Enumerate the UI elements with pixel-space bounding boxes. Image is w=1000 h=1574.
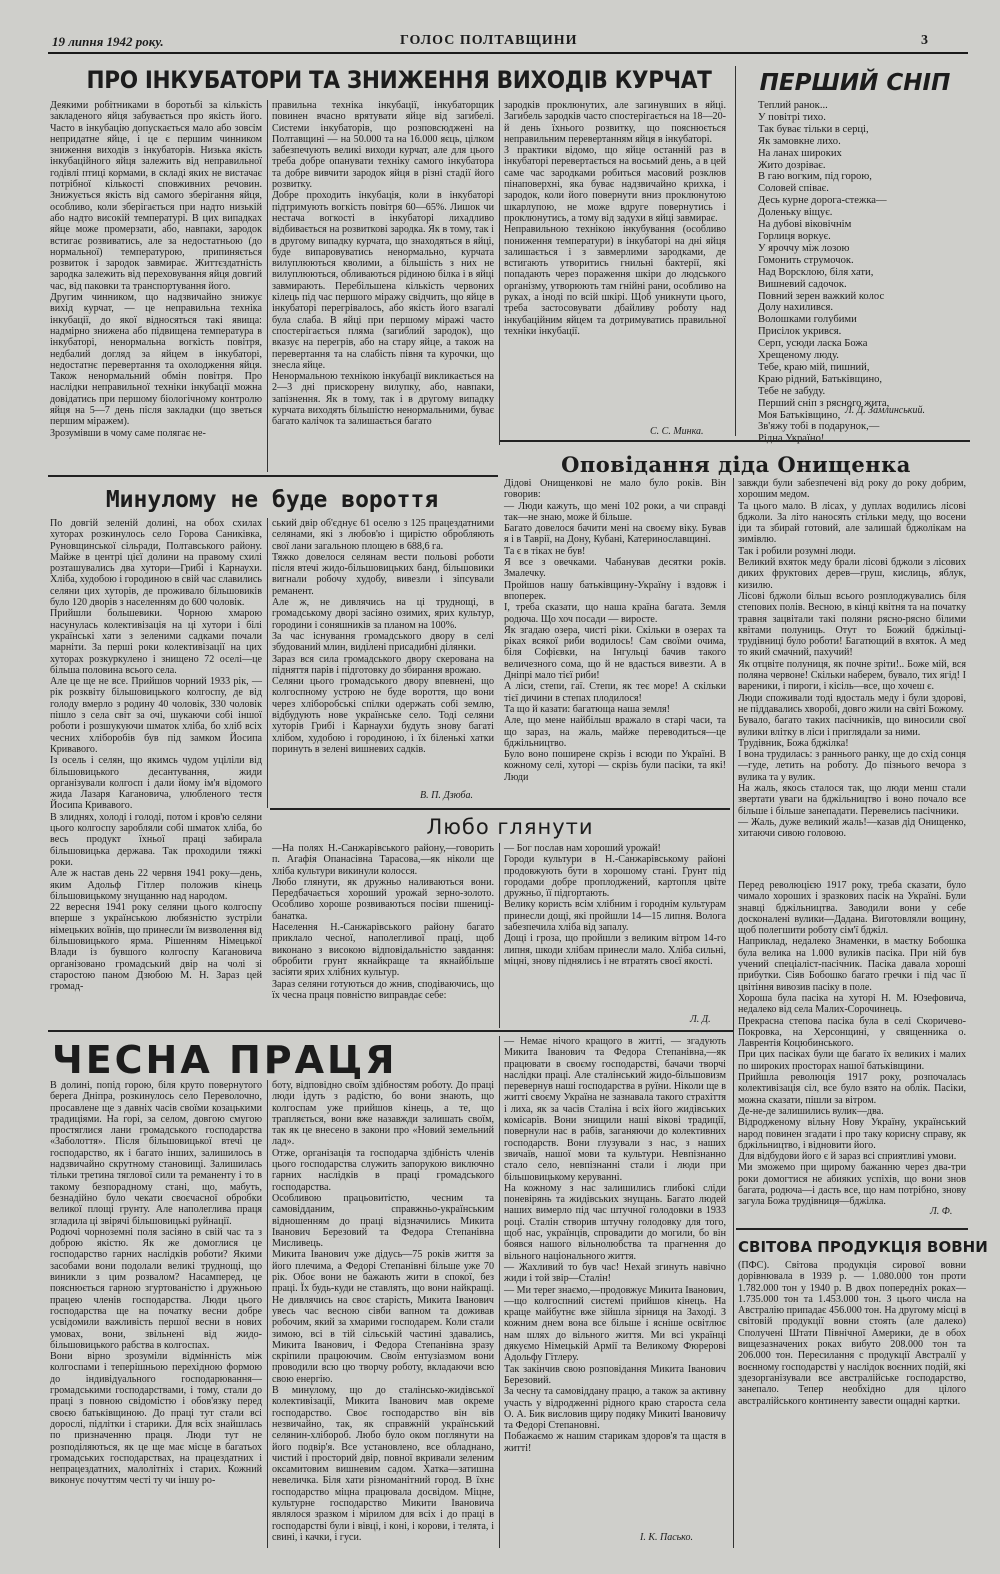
incubator-col-1: Деякими робітниками в боротьбі за кількість закладеного яйця забувається про якість його. Часто в інкубацію допускається мало або зовсім непридатне яйце, і це є першим чинником зниження виходів з інкубаторів. Низька якість інкубаційного яйця залежить від неправильної годівлі птиці кормами, в складі яких не вистачає потрібної кількості сповживних речовин. Знижується якість від самого зберігання яйця, особливо, коли зберігається при надто низькій або надто високій температурі. В цих випадках яйце може промерзати, або, навпаки, зародок встигає розвиватись, але за недостатньою (до нормальної) температурою, припиняється розвиток і зародок завмирає. Життєздатність зародка залежить від переховування яйця довгий час, від паковки та транспортування його. Другим чинником, що надзвичайно знижує вихід курчат, — це неправильна техніка інкубації, до якої відносяться такі явища: надмірно знижена або підвищена температура в інкубаторі, ненормальна вогкість повітря, недбалий догляд за яйцем в інкубаторі, недостатнє перевертання та охолодження яйця. Також ненормальний обмін повітря. Про наслідки неправильної техніки інкубації можна довідатись при першому біологічному контролю яйця на 5—7 день після закладки (що зветься першим міражем). Зрозумівши в чому саме полягає не-	[50, 100, 262, 439]
section-rule	[48, 1030, 733, 1032]
section-rule	[48, 475, 498, 477]
incubator-author: С. С. Минка.	[650, 426, 704, 437]
story-col-1: Дідові Онищенкові не мало було років. Він говорив: — Люди кажуть, що мені 102 роки, а чи справді так—не знаю, може й більше. Багато довелося бачити мені на своєму віку. Бував я і в Таврії, на Дону, Кубані, Катеринославщині. Та є в тіках не був! Я все з овечками. Чабанував десятки років. Змалечку. Пройшов нашу батьківщину-Україну і вздовж і впоперек. І, треба сказати, що наша країна багата. Земля родюча. Що хоч посади — виросте. Як згадаю озера, чисті ріки. Скільки в озерах та ріках всякої риби водилось! Сам своїми очима, біля Софієвки, на Інгульці бачив такого величезного сома, що й не вдасться вивезти. А в Дніпрі мало тієї риби! А ліси, степи, гаї. Степи, як теє море! А скільки тієї дичини в степах плодилося! Та що й казати: багатюща наша земля! Але, що мене найбільш вражало в старі часи, та що зараз, на жаль, майже переводиться—це бджільництво. Було воно поширене скрізь і всюди по Україні. В кожному селі, хуторі — скрізь були пасіки, та які! Люди	[504, 478, 726, 783]
incubator-title: ПРО ІНКУБАТОРИ ТА ЗНИЖЕННЯ ВИХОДІВ КУРЧАТ	[86, 66, 712, 94]
issue-date: 19 липня 1942 року.	[52, 34, 164, 49]
col-divider	[267, 518, 268, 808]
incubator-col-3: зародків проклюнутих, але загинувших в яйці. Загибель зародків часто спостерігається на 18—20-й день їхнього розвитку, що пояснюється неправильним перевертанням яйця в інкубаторі. З практики відомо, що яйце останній раз в інкубаторі перевертається на восьмий день, а в цей саме час зародками робиться масовий розклюв пінаповерхні, яка буває надзвичайно крихка, і зародок, коли його повернути вниз проклюнутою шкарлупою, не може вдруге повернутись і проклюнутись, а тому від задухи в яйці завмирає. Неправильною технікою інкубування (особливо пониження температури) в інкубаторі на дні яйця залишається і з завмерлими зародками, де встигають утворитись гнильні бактерії, які попадають через пораження шкіри до людського організму, утворюють там гнійні рани, особливо на руках, а іноді по всій шкірі. Щоб уникнути цього, треба застосовувати дбайливу роботу над інкубаційним яйцем та дотримуватись правильної техніки інкубації.	[504, 100, 726, 337]
past-col-2: ський двір об'єднує 61 оселю з 125 працездатними селянами, які з любов'ю і щирістю обробляють свої лани загальною площею в 688,6 га. Тяжко довелося селянам вести польові роботи після втечі жидо-більшовицьких банд, більшовики вигнали робочу худобу, вивезли і зіпсували реманент. Але ж, не дивлячись на ці труднощі, в громадському дворі засіяно озимих, ярих культур, городини і соняшників за планом на 100%. За час існування громадського двору в селі збудований млин, виділені присадибні ділянки. Зараз вся сила громадського двору скерована на підняття парів і підготовку до збирання врожаю. Селяни цього громадського двору впевнені, що колгоспному устрою не буде вороття, що вони через хліборобські спілки одержать собі землю, відбудують нове українське село. Тоді селяни хуторів Грибі і Карнаухи будуть знову багаті хлібом, худобою і городиною, і їх біленькі хатки поринуть в зелені вишневих садків.	[272, 518, 494, 755]
poem-author: Л. Д. Замлинський.	[845, 405, 925, 416]
labor-col-2: боту, відповідно своїм здібностям роботу. До праці люди ідуть з радістю, бо вони знають, що колгоспам уже прийшов кінець, а те, що трапляється, вони вже назавжди залишать своїм, так як це внесено в закони про «Новий земельний лад». Отже, організація та господарча здібність членів цього господарства служить запорукою виключно гарних наслідків в праці громадського господарства. Особливою працьовитістю, чесним та самовідданим, справжньо-українським відношенням до праці відзначились Микита Іванович Березовий та Федора Степанівна Мисливець. Микита Іванович уже дідусь—75 років життя за його плечима, а Федорі Степанівні більше уже 70 рік. Обоє вони не бажають жити в спокої, без праці. Їх будь-куди не ставлять, що вони найкращі. Не дивлячись на своє старість, Микита Іванович увесь час весною сівби вапном та доживав робочим, який за хмарими господарем. Коли стали зимою, всі в тій сільській частині здавались, Микита Іванович, і Федора Степанівна зразу скріпили працюючим. Своїм ентузіазмом вони проводили всю цю творчу роботу, вкладаючи всю свою енергію. В минулому, що до сталінсько-жидівської колективізації, Микита Іванович мав окреме господарство. Своє господарство він вів незвичайно, так, як справжній український селянин-хлібороб. Любо було оком поглянути на його подвір'я. Все установлено, все обладнано, чистий і просторий двір, повної вкривали зеленим оксамитовим вишневим садом. Хатка—затишна невеличка. Біля хати різноманітний город. В їхнє господарство міцна працювала досвідом. Міцне, культурне господарство Микити Івановича являлося зразком і мірилом для всіх і до праці в господарстві були і вівці, і коні, і корови, і телята, і свині, і качки, і гуси.	[272, 1080, 494, 1543]
story-author: Л. Ф.	[930, 1206, 953, 1217]
newspaper-name: ГОЛОС ПОЛТАВЩИНИ	[400, 33, 578, 48]
labor-col-3: — Немає нічого кращого в житті, — згадують Микита Іванович та Федора Степанівна,—як працювати в своєму господарстві, бачачи творчі наслідки праці. Але сталінський жидо-більшовизм перевернув наші господарства в руїни. Ніколи ще в житті своєму Україна не зазнавала такого страхіття і лиха, як за часів Сталіна і всіх його жидівських комісарів. Вони знищили наші вікові традиції, повернули нас в рабів, заганяючи до колективних господарств. Вони глузували з нас, з наших звичаїв, нашої мови та культури. Невпізнанно стало село, невпізнанні стали і люди при більшовицькому керуванні. На кожному з нас залишились глибокі сліди поневірянь та жидівських знущань. Багато людей наших вимерло під час штучної голодовки в 1933 році. Сталін створив штучну голодовку для того, щоб нас, українців, спровадити до могили, бо він боявся нашого вільнолюбства та прагнення до вільного національного життя. — Жахливий то був час! Нехай згинуть навічно жиди і той звір—Сталін! — Ми теper знаємо,—продовжує Микита Іванович,—що колгоспний системі прийшов кінець. На краще майбутнє вже зійшла зірниця на Заході. З кожним днем вона все більше і ясніше освітлює нам шлях до вільного життя. Ми всі українці дякуємо Німецькій Армії та Великому Фюрерові Адольфу Гітлеру. Так закінчив свою розповідання Микита Іванович Березовий. За чесну та самовіддану працю, а також за активну участь у відродженні рідного краю староста села О. А. Бик висловив щиру подяку Микиті Івановичу та Федорі Степановні. Побажаємо ж нашим старикам здоров'я та щастя в житті!	[504, 1036, 726, 1454]
story-col-2: завжди були забезпечені від року до року добрим, хорошим медом. Та цього мало. В лісах, у дуплах водились лісові бджоли. За літо наносять стільки меду, що восени іди та збирай готовий, але залишай бджолікам на зимівлю. Так і робили розумні люди. Великий вхяток меду брали лісові бджоли з лісових диких фруктових дерев—груш, кислиць, яблук, кизилю. Лісові бджоли більш всього розплоджувались біля степових полів. Весною, в кінці квітня та на початку травня зацвітали такі поляни рясно-рясно білими квітами полуниць. Отут то Божий бджільці-трудівниці було роботи! Багатющий в вхяток. А мед то який смачний, пахучий! Як отцвіте полуниця, як почне зріти!.. Боже мій, вся поляна червоне! Скільки наберем, бувало, тих ягід! І вареники, і пироги, і кісіль—все, що хочеш є. Люди споживали тоді вдосталь меду і були здорові, не піддавались хворобі, довго жили на світі Божому. Бувало, багато таких пасічників, що виносили свої вулики влітку в ліси і приглядали за ними. Трудівник, Божа бджілка! І вона трудилась: з раннього ранку, ще до схід сонця—гуде, летить на роботу. До пізнього вечора з вулика та у вулик. На жаль, якось сталося так, що люди менш стали звертати уваги на бджільництво і воно почало все більше і більше занепадати. Перевелись пасічники. — Жаль, дуже великий жаль!—казав дід Онищенко, хитаючи сивою головою.	[738, 478, 966, 840]
header-rule	[48, 52, 968, 54]
nice-col-1: —На полях Н.-Санжарівського району,—говорить п. Агафія Опанасівна Тарасова,—як ніколи ще хліба культури викинули колосся. Любо глянути, як дружньо наливаються вони. Передбачається хороший урожай зерно-золото. Особливо хороше розвиваються посіви пшениці-банатка. Населення Н.-Санжарівського району багато приклало чесної, наполегливої праці, щоб виконано з високою відповідальністю завдання: обробити грунт якнайкраще та якнайбільше засіяти ярих хлібних культур. Зараз селяни готуються до жнив, сподіваючись, що їх чесна праця повністю виправдає себе:	[272, 843, 494, 1001]
col-divider	[267, 100, 268, 472]
wool-text: (ПФС). Світова продукція сирової вовни дорівнювала в 1939 р. — 1.080.000 тон проти 1.782.000 тон у 1940 р. В двох попередніх роках—1.735.000 тон та 1.453.000 тон. З цього числа на Австралію припадає 456.000 тон. На другому місці в світовій продукції вовни стоять (але далеко) Сполучені Штати Північної Америки, де в обох вищезазначених роках вибуто 208.000 тон та 206.000 тон. Пересилання с продукції Австралії у воєнному господарстві у наслідок воєнних подій, які здезорганізували все австралійське господарство, занепало. Тепер необхідно для цілого австралійського континенту завести ощадні картки.	[738, 1260, 966, 1407]
past-author: В. П. Дзюба.	[420, 790, 474, 801]
page-number: 3	[921, 33, 928, 48]
poem-title: ПЕРШИЙ СНІП	[759, 70, 951, 96]
story-title: Оповідання діда Онищенка	[561, 452, 911, 477]
past-col-1: По довгій зеленій долині, на обох схилах хуторах розкинулось село Горова Саниківка, Руновщинської сільради, Полтавського району. Майже в центрі цієї долини на правому схилі розташувались два хутори—Грибі і Карнаухи. Хліба, худобою і городиною в свій час славились селяни цих хуторів, де проживало більшовиків було 120 дворів з населенням до 600 чоловік. Прийшли большевики. Чорною хмарою насунулась колективізація на ці хутори і білі українські хати з зеленими садками почали марніти. За перші роки колективізації на цих хуторах розкуркулено і знищено 72 оселі—це більша половина всього села. Але це ще не все. Прийшов чорний 1933 рік, — рік розквіту більшовицького колгоспу, де від голоду вмерло з родину 40 чоловік, 330 чоловік пішло з села світ за очі, шукаючи собі іншої роботи і розшукуючи шматок хліба, бо хліб всіх чесних хліборобів був під замком Йосипа Кривавого. Із осель і селян, що якимсь чудом уціліли від більшовицького десантування, жиди організували колгосп і дали йому ім'я відомого жида Лазаря Кагановича, улюбленого тестя Йосипа Кривавого. В злиднях, холоді і голоді, потом і кров'ю селяни цього колгоспу заробляли собі шматок хліба, бо весь продукт їхньої праці забирала більшовицька держава. Так проходили тяжкі роки. Але ж настав день 22 червня 1941 року—день, яким Адольф Гітлер положив кінець більшовицькому знущанню над народом. 22 вересня 1941 року селяни цього колгоспу вперше з українською любязністю зустріли німецьких воїнів, що принесли їм визволення від більшовицького ярма. Рішенням Німецької Влади із бувшого колгоспу Кагановича організовано громадський двір на чолі зі старостою паном Дзюбою М. Н. Зараз цей громад-	[50, 518, 262, 993]
col-divider	[735, 66, 736, 436]
col-divider	[267, 1080, 268, 1548]
section-rule	[270, 808, 730, 810]
col-divider	[733, 478, 734, 1548]
col-divider	[499, 843, 500, 1028]
incubator-col-2: правильна техніка інкубації, інкубаторщик повинен вчасно врятувати яйце від загибелі. Системи інкубаторів, що розповсюджені на Полтавщині — на 50.000 та на 16.000 яєць, цілком забезпечують великі виходи курчат, але для цього треба добре опанувати техніку самого інкубатора та добре вивчити зародок яйця в різні стадії його розвитку. Добре проходить інкубація, коли в інкубаторі підтримують вогкість повітря 60—65%. Лишок чи нестача вогкості в інкубаторі лихадливо відбивається на розвиткові зародка. Як в тому, так і в другому випадку курчата, що знаходяться в яйці, буде випаровуватись ненормально, курчата вилуплюються кволими, а більшість з них не вилуплюються, обливаються рідиною білка і в яйці завмирають. Перебільшена кількість червоних кілець під час першого міражу свідчить, що яйце в інкубаторі перегрівалось, або якість його взагалі була слаба. В яйці при першому міражі часто спостерігається пляма (загиблий зародок), що вказує на перегрів, або на стару яйце, а також на перевертання та на слабість півня та курочки, що знесла яйце. Ненормальною технікою інкубації викликається на 2—3 дні прискорену вилупку, або, навпаки, запізнення. Як в тому, так і в другому випадку курчата виходять більшістю ненормальними, буває багато калічок та залишається багато	[272, 100, 494, 428]
nice-author: Л. Д.	[690, 1014, 711, 1025]
col-divider	[499, 100, 500, 445]
nice-title: Любо глянути	[426, 815, 594, 839]
labor-col-1: В долині, попід горою, біля круто повернутого берега Дніпра, розкинулось село Переволочно, просавлене ще з давніх часів своїми козацькими традиціями. На горі, за селом, довгою смугою простяглися лани громадського господарства «Заболоття». Після більшовицької втечі це господарство, як і багато інших, залишилось в надзвичайно скрутному становищі. Залишилась тільки третина тяглової сили та реманенту і то в такому безпорадному стані, що, мабуть, безнадійно було чекати своєчасної обробки великої площі грунту. Але наполеглива праця згладила ці звірячі більшовицькі руйнації. Родючі чорноземні поля засіяно в свій час та з доброю якістю. Як же домоглися це господарство гарних наслідків роботи? Якими засобами вони подолали великі труднощі, що виникли з цим розвалом? Насамперед, це пояснюється гарною згуртованістю і дружньою працею членів господарства. Люди цього господарства ще на початку весни добре усвідомили важливість першої весни в нових умовах, вони, звільнені від жидо-більшовицького рабства в колгоспах. Вони вірно зрозуміли відмінність між колгоспами і теперішньою перехідною формою до індивідуального господарювання—громадськими господарствами, і тому, стали до праці з повною свідомістю і обов'язку перед своєю батьківщиною. До праці тут стали всі дорослі, підлітки і старики. Для всіх знайшлась по призначенню праця. Люди тут не розподіляються, як це ще має місце в багатьох громадських господарствах, на працездатних і непрацездатних, малолітніх і старих. Кожний виконує почуттям честі ту чи іншу ро-	[50, 1080, 262, 1487]
poem-text: Теплий ранок... У повітрі тихо. Так буває тільки в серці, Як замовкне лихо. На ланах широких Жито дозріває. В гаю вогким, під горою, Соловей співає. Десь курне дорога-стежка— Доленьку віщує. На дубові віковічнім Горлиця воркує. У яроччу між лозою Гомонить струмочок. Над Ворсклою, біля хати, Вишневий садочок. Повний зерен важкий колос Долу нахилився. Волошками голубими Присілок укрився. Серп, усюди ласка Божа Хрещеному люду. Тебе, краю мій, пишний, Краю рідний, Батьківщино, Тебе не забуду. Перший сніп з рясного жита, Моя Батьківщино, Зв'яжу тобі в подарунок,— Рідна Україно!	[758, 100, 890, 445]
col-divider	[499, 1036, 500, 1548]
wool-title: СВІТОВА ПРОДУКЦІЯ ВОВНИ	[738, 1238, 988, 1256]
section-rule	[500, 440, 970, 442]
section-rule	[736, 1228, 968, 1230]
labor-author: І. К. Пасько.	[640, 1532, 693, 1543]
past-title: Минулому не буде вороття	[105, 487, 439, 513]
story-col-2b: Перед революцією 1917 року, треба сказати, було чимало хороших і зразкових пасік на Україні. Були знавці бджільництва. Заводили вони у себе досконалені вулики—Дадана. Виготовляли вощину, щоб полегшити роботу сім'ї бджіл. Наприклад, недалеко Знаменки, в маєтку Бобошка була велика на 1.000 вуликів пасіка. При ній був учений спеціаліст-пасічник. Пасіка давала хороші прибутки. Сіяв Бобошко багато гречки і під час її цвітіння вивозив пасіку в поле. Хороша була пасіка на хуторі Н. М. Юзефовича, недалеко від села Малих-Сорочинець. Прекрасна степова пасіка була в селі Скоричево-Покровка, на Херсонщині, у священника о. Лаврентія Коцюбинського. При цих пасіках були ще багато їх великих і малих по широких просторах нашої батьківщини. Прийшла революція 1917 року, розпочалась колективізація сіл, все було взято на облік. Пасіки, можна сказати, пішли за вітром. Де-не-де залишились вулик—два. Відродженому вільну Нову Україну, український народ повинен згадати і про таку корисну справу, як бджільництво, і відновити його. Для відбудови його є й зараз всі сприятливі умови. Ми зможемо при щирому бажанню через два-три роки домогтися не абияких успіхів, що вони знов багата, родюча—і дасть все, що нам потрібно, знову загула Божа трудівниця—бджілка.	[738, 880, 966, 1208]
nice-col-2: — Бог послав нам хороший урожай! Городи культури в Н.-Санжарівському районі продовжують бути в хорошому стані. Грунт під городами добре проплоджений, картопля цвіте дружньо, її підгортають. Велику користь всім хлібним і городнім культурам принесли дощі, які пройшли 14—15 липня. Волога забезпечила хліба від запалу. Дощі і гроза, що пройшли з великим вітром 14-го липня, шкоди хлібам принесли мало. Хліба сильні, міцні, знову піднялись і не втратять своєї якості.	[504, 843, 726, 967]
labor-title: ЧЕСНА ПРАЦЯ	[52, 1038, 398, 1082]
